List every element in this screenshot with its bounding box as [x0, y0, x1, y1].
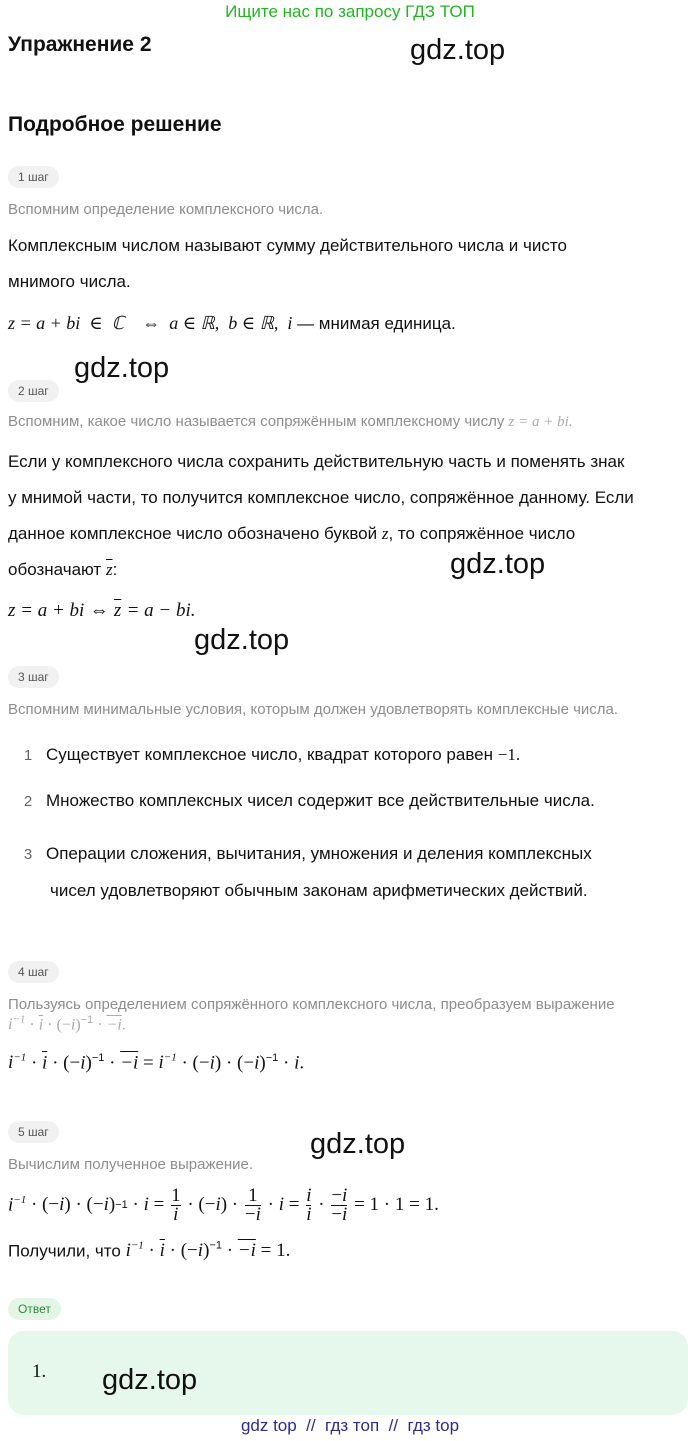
answer-chip: Ответ — [8, 1298, 61, 1320]
list-item — [10, 791, 595, 811]
promo-banner[interactable]: Ищите нас по запросу ГДЗ ТОП — [225, 2, 475, 21]
step-5-chip: 5 шаг — [8, 1121, 59, 1143]
step-2-line-4-math: $\overline{z}$ — [105, 560, 113, 579]
step-2-formula-a: z = a + bi — [8, 600, 85, 621]
list-item-number: 2 — [23, 793, 33, 810]
step-2-formula — [8, 600, 196, 622]
step-2-hint-math: z = a + bi. — [508, 414, 573, 430]
step-1-line-1: Комплексным числом называют сумму действительного числа и чисто — [8, 236, 567, 255]
step-2-line-3-math: z — [381, 524, 389, 543]
step-4-formula: $i^{-1} \cdot \overline{i} \cdot (-i)^{-1} \cdot -i = i^{-1} \cdot (-i) \cdot (-i)^{-1} \cdot i$. — [8, 1052, 305, 1074]
section-title: Подробное решение — [8, 113, 222, 136]
answer-value: 1. — [32, 1361, 47, 1382]
step-2-line-3-b: , то сопряжённое число — [388, 524, 576, 543]
list-item — [10, 836, 592, 909]
step-1-formula — [8, 313, 456, 334]
watermark: gdz.top — [410, 34, 506, 66]
step-5-hint: Вычислим полученное выражение. — [8, 1156, 254, 1173]
step-2-formula-z: $\overline{z}$ — [113, 600, 122, 621]
step-2-line-4-a: обозначают — [8, 560, 102, 579]
list-item-math: −1. — [497, 745, 521, 764]
step-5-formula: $i^{-1}$ · (− i ) · (− i ) −1 · i = $\frac{1}{i}$ · (− i ) · $\frac{1}{-i}$ · i = $\frac{i}{i}$ · $\frac{-i}{-i}$ = 1 · 1 = 1. — [8, 1184, 439, 1225]
step-1-text — [8, 228, 567, 300]
watermark: gdz.top — [310, 1128, 406, 1160]
step-2-formula-b: = a − bi. — [126, 600, 196, 621]
step-4-hint-math: $i^{-1} \cdot \overline{i} \cdot (-i)^{-1} \cdot -i$. — [8, 1014, 126, 1034]
step-2-line-3 — [8, 516, 634, 552]
step-2-formula-op: ⇔ — [89, 600, 109, 621]
watermark: gdz.top — [102, 1364, 198, 1396]
step-3-chip: 3 шаг — [8, 666, 59, 688]
list-item-text-2: чисел удовлетворяют обычным законам арифметических действий. — [50, 881, 588, 900]
list-item-text: Существует комплексное число, квадрат которого равен — [46, 745, 494, 764]
list-item-text: Операции сложения, вычитания, умножения и деления комплексных — [46, 844, 592, 863]
step-2-line-1: Если у комплексного числа сохранить действительную часть и поменять знак — [8, 452, 625, 471]
step-5-result-label: Получили, что — [8, 1241, 121, 1261]
step-1-line-2: мнимого числа. — [8, 272, 131, 291]
step-2-line-4-b: : — [112, 560, 118, 579]
list-item-number: 1 — [23, 747, 33, 764]
step-2-hint-text: Вспомним, какое число называется сопряжённым комплексному числу — [8, 413, 505, 430]
watermark: gdz.top — [74, 352, 170, 384]
step-2-hint — [8, 413, 573, 431]
step-1-chip: 1 шаг — [8, 166, 59, 188]
step-5-result: Получили, что $i^{-1} \cdot \overline{i} \cdot (-i)^{-1} \cdot -i = 1$. — [8, 1240, 291, 1262]
step-1-hint: Вспомним определение комплексного числа. — [8, 201, 324, 218]
step-1-formula-math: z = a + bi ∈ ℂ ⇔ a ∈ ℝ, b ∈ ℝ, i — [8, 313, 293, 333]
watermark: gdz.top — [450, 548, 546, 580]
exercise-title: Упражнение 2 — [8, 33, 152, 56]
step-1-formula-tail: — мнимая единица. — [292, 314, 456, 333]
step-2-chip: 2 шаг — [8, 380, 59, 402]
step-2-line-3-a: данное комплексное число обозначено буквой — [8, 524, 378, 543]
list-item-number: 3 — [23, 846, 33, 863]
footer-links[interactable]: gdz top // гдз топ // гдз top — [240, 1416, 460, 1435]
list-item — [10, 745, 520, 765]
step-3-hint: Вспомним минимальные условия, которым должен удовлетворять комплексные числа. — [8, 701, 619, 718]
step-2-line-2: у мнимой части, то получится комплексное число, сопряжённое данному. Если — [8, 488, 634, 507]
step-4-hint: Пользуясь определением сопряжённого комплексного числа, преобразуем выражение — [8, 996, 615, 1013]
watermark: gdz.top — [194, 624, 290, 656]
step-4-chip: 4 шаг — [8, 961, 59, 983]
list-item-text: Множество комплексных чисел содержит все действительные числа. — [46, 791, 595, 810]
